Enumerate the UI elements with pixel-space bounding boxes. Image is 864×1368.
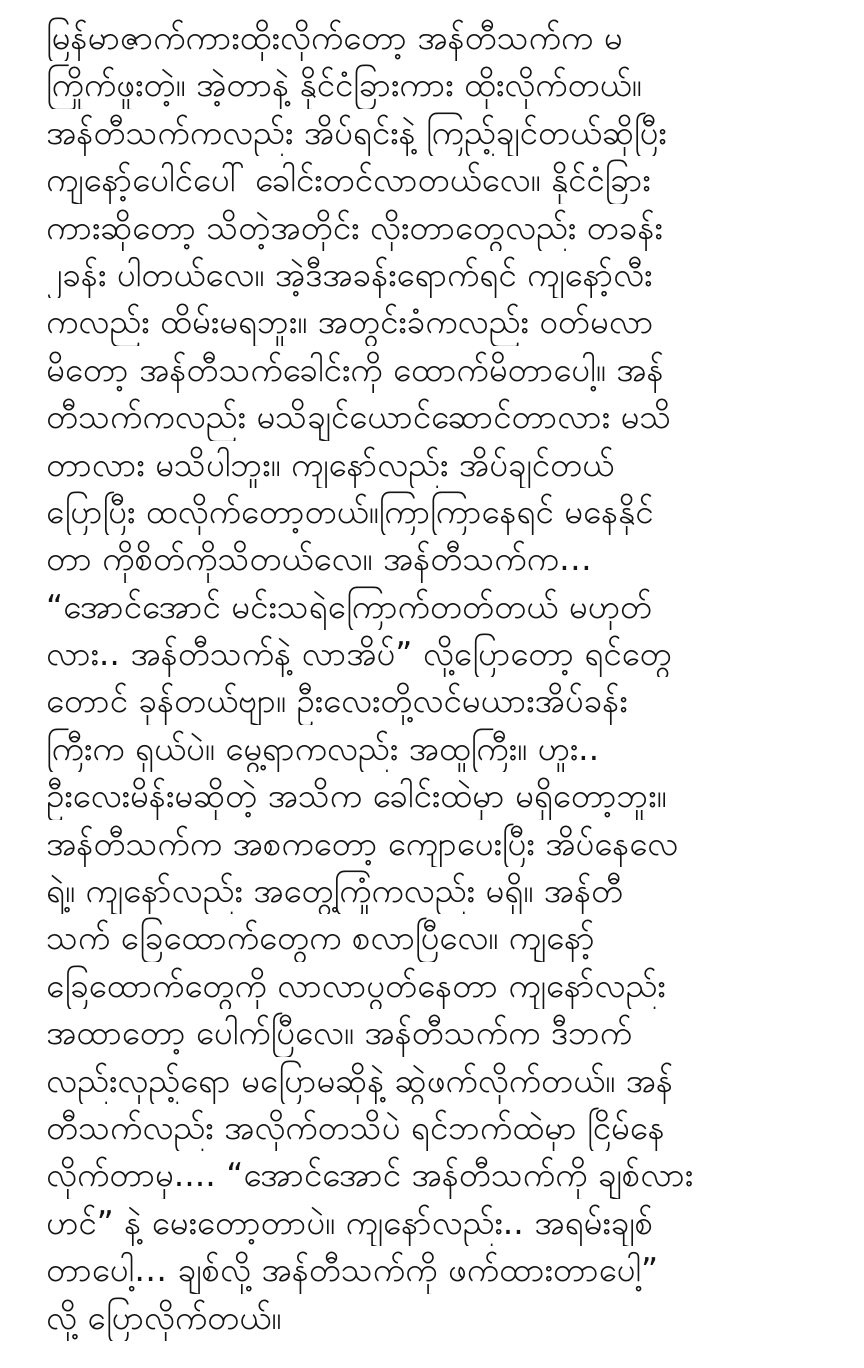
text-line: သက် ခြေထောက်တွေက စလာပြီလေ။ ကျနော့်: [46, 918, 595, 958]
text-line: ရဲ့။ ကျနော်လည်း အတွေ့ကြုံကလည်း မရှိ။ အန်တီ: [46, 871, 624, 911]
text-line: တာလား မသိပါဘူး။ ကျနော်လည်း အိပ်ချင်တယ်: [46, 444, 615, 484]
text-line: တီသက်ကလည်း မသိချင်ယောင်ဆောင်တာလား မသိ: [46, 397, 672, 437]
text-line: တောင် ခုန်တယ်ဗျာ။ ဦးလေးတို့လင်မယားအိပ်ခန်း: [46, 681, 628, 721]
text-line: ဦးလေးမိန်းမဆိုတဲ့ အသိက ခေါင်းထဲမှာ မရှိတော့ဘူး။: [46, 776, 667, 816]
text-line: လည်းလှည့်ရော မပြောမဆိုနဲ့ ဆွဲဖက်လိုက်တယ်။ အန်: [46, 1060, 673, 1100]
text-line: ဟင်” နဲ့ မေးတော့တာပဲ။ ကျနော်လည်း.. အရမ်းချစ်: [46, 1202, 654, 1242]
text-line: အန်တီသက်ကလည်း အိပ်ရင်းနဲ့ ကြည့်ချင်တယ်ဆိုပြီး: [46, 112, 667, 152]
text-line: ကြိုက်ဖူးတဲ့။ အဲ့တာနဲ့ နိုင်ငံခြားကား ထိုးလိုက်တယ်။: [46, 65, 642, 105]
text-line: အထာတော့ ပေါက်ပြီလေ။ အန်တီသက်က ဒီဘက်: [46, 1013, 633, 1053]
text-line: တာပေါ့… ချစ်လို့ အန်တီသက်ကို ဖက်ထားတာပေါ့”: [46, 1250, 659, 1290]
text-line: မြန်မာဇာက်ကားထိုးလိုက်တော့ အန်တီသက်က မ: [46, 18, 623, 57]
text-line: ကားဆိုတော့ သိတဲ့အတိုင်း လိုးတာတွေလည်း တခန်း: [46, 207, 663, 247]
text-line: လို့ ပြောလိုက်တယ်။: [46, 1297, 282, 1337]
text-line: ခြေထောက်တွေကို လာလာပွတ်နေတာ ကျနော်လည်း: [46, 965, 666, 1005]
text-line: မိတော့ အန်တီသက်ခေါင်းကို ထောက်မိတာပေါ့။ အန်: [46, 349, 664, 389]
text-line: တီသက်လည်း အလိုက်တသိပဲ ရင်ဘက်ထဲမှာ ငြိမ်နေ: [46, 1107, 665, 1147]
text-line: အန်တီသက်က အစကတော့ ကျောပေးပြီး အိပ်နေလေ: [46, 823, 679, 863]
text-line: တာ ကိုစိတ်ကိုသိတယ်လေ။ အန်တီသက်က…: [46, 539, 592, 579]
text-line: “အောင်အောင် မင်းသရဲကြောက်တတ်တယ် မဟုတ်: [46, 586, 653, 626]
text-line: ကလည်း ထိမ်းမရဘူး။ အတွင်းခံကလည်း ဝတ်မလာ: [46, 302, 654, 342]
text-line: ကျနော့်ပေါင်ပေါ် ခေါင်းတင်လာတယ်လေ။ နိုင်ငံခြား: [46, 160, 651, 200]
text-line: ကြီးက ရှယ်ပဲ။ မွေ့ရာကလည်း အထူကြီး။ ဟူး..: [46, 728, 600, 768]
text-line: လား.. အန်တီသက်နဲ့ လာအိပ်” လို့ပြောတော့ ရင်တွေ: [46, 634, 672, 674]
text-line: လိုက်တာမှ.... “အောင်အောင် အန်တီသက်ကို ချစ်လား: [46, 1155, 694, 1195]
text-line: ၂ခန်း ပါတယ်လေ။ အဲ့ဒီအခန်းရောက်ရင် ကျနော့်လီး: [46, 254, 653, 294]
story-text-block: [46, 14, 846, 1341]
text-line: ပြောပြီး ထလိုက်တော့တယ်။ကြာကြာနေရင် မနေနိုင်: [46, 491, 654, 531]
